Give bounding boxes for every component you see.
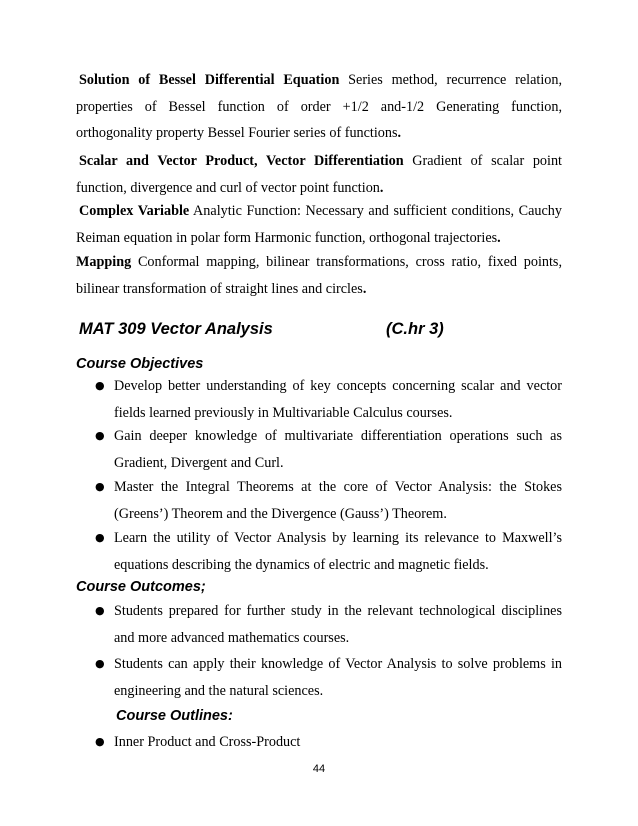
page-number: 44: [312, 763, 326, 775]
outlines-heading: Course Outlines:: [116, 708, 233, 724]
objective-text: Develop better understanding of key concepts concerning scalar and vector fields learned previously in Multivariable Calculus courses.: [114, 378, 562, 421]
bullet-icon: ●: [95, 429, 105, 442]
objective-text: Learn the utility of Vector Analysis by learning its relevance to Maxwell’s equations describing the dynamics of electric and magnetic fields.: [114, 530, 562, 573]
topic-body: Gradient of scalar point function, divergence and curl of vector point function: [76, 153, 563, 196]
credit-hours: (C.hr 3): [386, 320, 444, 338]
topic-title: Mapping: [76, 254, 132, 270]
topic-paragraph-bessel: Solution of Bessel Differential Equation Series method, recurrence relation, properties of Bessel function of order +1/2 and-1/2 Generating function, orthogonality property Bessel Fourier series of functions.: [76, 72, 562, 141]
topic-body: Series method, recurrence relation, properties of Bessel function of order +1/2 and-1/2 Generating function, orthogonality property Bessel Fourier series of functions: [76, 72, 562, 141]
topic-paragraph-vector-product: Scalar and Vector Product, Vector Differentiation Gradient of scalar point function, divergence and curl of vector point function.: [76, 153, 563, 196]
bullet-icon: ●: [95, 480, 105, 493]
outcomes-heading: Course Outcomes;: [76, 579, 206, 595]
bullet-icon: ●: [95, 657, 105, 670]
bullet-icon: ●: [95, 531, 105, 544]
topic-title: Scalar and Vector Product, Vector Differentiation: [79, 153, 404, 169]
course-title: MAT 309 Vector Analysis: [79, 320, 273, 338]
objective-text: Gain deeper knowledge of multivariate differentiation operations such as Gradient, Divergent and Curl.: [114, 428, 562, 471]
topic-title: Complex Variable: [79, 203, 190, 219]
outcome-item: [95, 651, 562, 704]
topic-paragraph-mapping: Mapping Conformal mapping, bilinear transformations, cross ratio, fixed points, bilinear transformation of straight lines and circles.: [76, 254, 562, 297]
bullet-icon: ●: [95, 735, 105, 748]
topic-paragraph-complex-variable: Complex Variable Analytic Function: Necessary and sufficient conditions, Cauchy Reiman equation in polar form Harmonic function, orthogonal trajectories.: [76, 203, 562, 246]
outcome-text: Students can apply their knowledge of Vector Analysis to solve problems in engineering and the natural sciences.: [114, 656, 562, 699]
topic-title: Solution of Bessel Differential Equation: [79, 72, 340, 88]
outline-text: Inner Product and Cross-Product: [114, 734, 301, 750]
outcome-item: [95, 598, 562, 651]
objective-item: [95, 525, 562, 578]
objective-item: [95, 373, 562, 426]
course-heading: [79, 317, 559, 341]
objectives-heading: Course Objectives: [76, 356, 204, 372]
objective-item: [95, 423, 562, 476]
outline-item: [95, 729, 562, 756]
objective-item: [95, 474, 562, 527]
topic-body: Analytic Function: Necessary and sufficient conditions, Cauchy Reiman equation in polar form Harmonic function, orthogonal trajectories: [76, 203, 562, 246]
bullet-icon: ●: [95, 604, 105, 617]
outcome-text: Students prepared for further study in the relevant technological disciplines and more advanced mathematics courses.: [114, 603, 562, 646]
objective-text: Master the Integral Theorems at the core of Vector Analysis: the Stokes (Greens’) Theorem and the Divergence (Gauss’) Theorem.: [114, 479, 562, 522]
bullet-icon: ●: [95, 379, 105, 392]
topic-body: Conformal mapping, bilinear transformations, cross ratio, fixed points, bilinear transformation of straight lines and circles: [76, 254, 562, 297]
